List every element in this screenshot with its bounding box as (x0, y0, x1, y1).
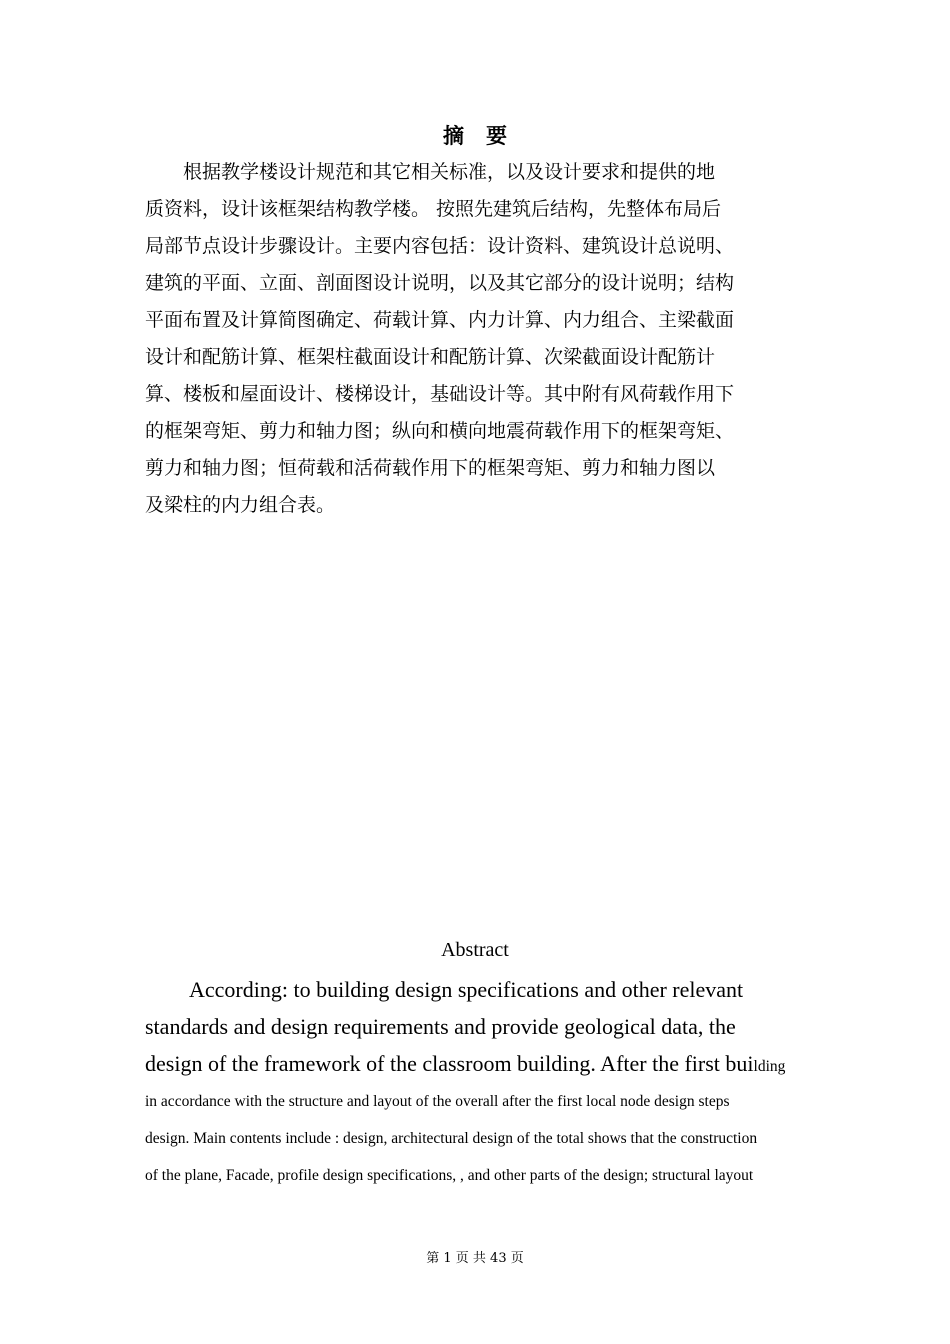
abstract-en-line-main: design of the framework of the classroom building. After the first bui (145, 1051, 754, 1076)
abstract-en-line: in accordance with the structure and layout of the overall after the first local node design steps (145, 1093, 730, 1110)
abstract-cn-title: 摘要 (443, 123, 529, 148)
abstract-cn-line: 建筑的平面、立面、剖面图设计说明，以及其它部分的设计说明；结构 (145, 272, 735, 294)
abstract-cn-line: 设计和配筋计算、框架柱截面设计和配筋计算、次梁截面设计配筋计 (145, 346, 716, 368)
page-footer: 第 1 页 共 43 页 (426, 1251, 524, 1266)
abstract-cn-line: 局部节点设计步骤设计。主要内容包括：设计资料、建筑设计总说明、 (145, 235, 735, 257)
abstract-en-line: According: to building design specifications and other relevant (189, 977, 744, 1002)
abstract-en-line: design. Main contents include : design, architectural design of the total shows that the construction (145, 1130, 758, 1147)
abstract-cn-line: 根据教学楼设计规范和其它相关标准，以及设计要求和提供的地 (145, 161, 716, 183)
abstract-cn-line: 的框架弯矩、剪力和轴力图；纵向和横向地震荷载作用下的框架弯矩、 (145, 420, 735, 442)
abstract-en-line-tail: lding (753, 1058, 786, 1075)
abstract-en-line (145, 1051, 785, 1080)
abstract-cn-line: 平面布置及计算简图确定、荷载计算、内力计算、内力组合、主梁截面 (145, 309, 735, 331)
abstract-en-title: Abstract (441, 939, 509, 961)
abstract-cn-line: 质资料，设计该框架结构教学楼。 按照先建筑后结构，先整体布局后 (145, 198, 722, 220)
abstract-cn-line: 及梁柱的内力组合表。 (145, 494, 336, 516)
abstract-cn-line: 剪力和轴力图；恒荷载和活荷载作用下的框架弯矩、剪力和轴力图以 (145, 457, 716, 479)
abstract-en-line: of the plane, Facade, profile design specifications, , and other parts of the design; structural layout (145, 1167, 754, 1184)
abstract-en-line: standards and design requirements and provide geological data, the (145, 1014, 736, 1039)
abstract-cn-line: 算、楼板和屋面设计、楼梯设计，基础设计等。其中附有风荷载作用下 (145, 383, 735, 405)
